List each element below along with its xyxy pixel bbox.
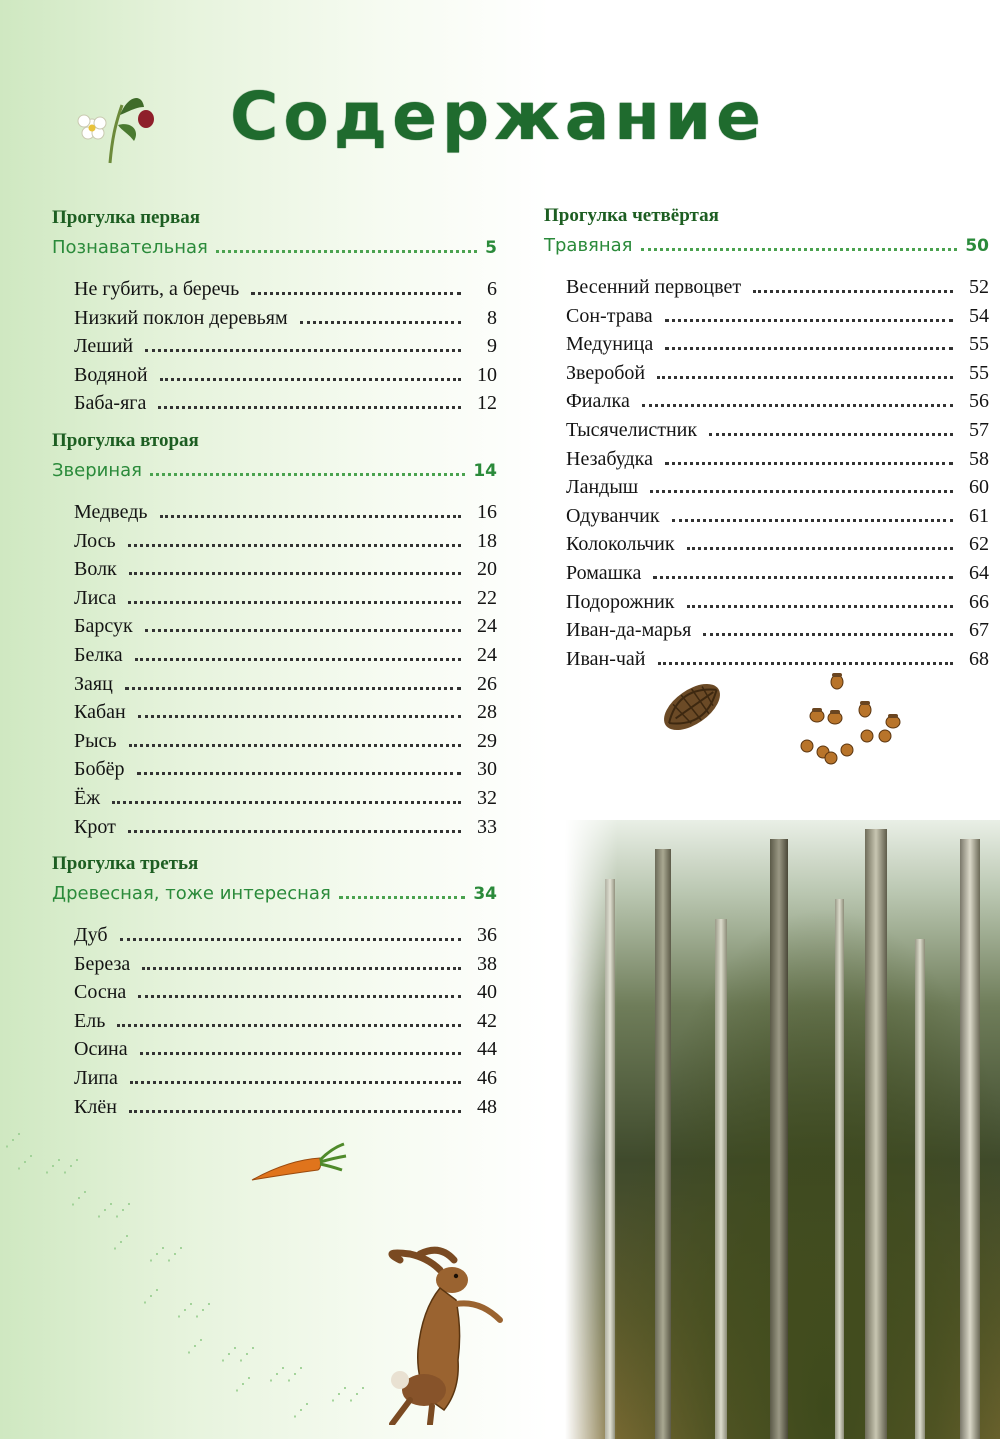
- entry-label: Дуб: [74, 924, 108, 947]
- entry-label: Барсук: [74, 615, 133, 638]
- toc-entry[interactable]: [544, 616, 989, 645]
- dot-leader: [251, 291, 461, 295]
- toc-entry[interactable]: [52, 1093, 497, 1122]
- dot-leader: [709, 432, 953, 436]
- toc-entry[interactable]: [52, 950, 497, 979]
- entry-page: 6: [487, 278, 497, 300]
- entry-label: Волк: [74, 558, 117, 581]
- entry-page: 32: [477, 786, 497, 809]
- toc-entry[interactable]: [52, 978, 497, 1007]
- dot-leader: [753, 289, 953, 293]
- toc-entry[interactable]: [544, 530, 989, 559]
- entry-label: Сосна: [74, 981, 127, 1004]
- toc-entry[interactable]: [52, 813, 497, 842]
- toc-entry[interactable]: [52, 698, 497, 727]
- entry-label: Медуница: [566, 333, 654, 356]
- chapter-row[interactable]: [52, 231, 497, 265]
- entry-label: Рысь: [74, 729, 117, 752]
- forest-painting: [565, 820, 1000, 1439]
- dot-leader: [150, 472, 465, 476]
- dot-leader: [216, 249, 477, 253]
- hare-illustration: [370, 1240, 510, 1425]
- dot-leader: [112, 800, 461, 804]
- entry-label: Лиса: [74, 586, 117, 609]
- entry-page: 44: [477, 1038, 497, 1061]
- chapter-row[interactable]: [544, 229, 989, 263]
- entry-page: 62: [969, 533, 989, 556]
- entry-label: Ёж: [74, 786, 101, 809]
- entry-label: Леший: [74, 335, 134, 358]
- toc-entry[interactable]: [544, 645, 989, 674]
- entry-page: 54: [969, 304, 989, 327]
- toc-entry[interactable]: [52, 332, 497, 361]
- dot-leader: [125, 686, 461, 690]
- chapter-title: Древесная, тоже интересная: [52, 883, 331, 905]
- entry-page: 16: [477, 500, 497, 523]
- chapter-page: 5: [485, 238, 497, 258]
- entry-page: 22: [477, 586, 497, 609]
- dot-leader: [641, 247, 958, 251]
- dot-leader: [658, 661, 953, 665]
- dot-leader: [672, 518, 953, 522]
- entry-page: 24: [477, 615, 497, 638]
- dot-leader: [138, 714, 461, 718]
- toc-entry[interactable]: [52, 727, 497, 756]
- chapter-row[interactable]: [52, 454, 497, 488]
- toc-right-column: [544, 203, 989, 673]
- dot-leader: [135, 657, 461, 661]
- dot-leader: [128, 829, 461, 833]
- entry-label: Ландыш: [566, 476, 639, 499]
- entry-label: Фиалка: [566, 390, 630, 413]
- entry-page: 40: [477, 981, 497, 1004]
- toc-entry[interactable]: [544, 330, 989, 359]
- dot-leader: [142, 966, 461, 970]
- entry-page: 30: [477, 758, 497, 781]
- entry-label: Клён: [74, 1095, 117, 1118]
- toc-entry[interactable]: [544, 588, 989, 617]
- dot-leader: [653, 575, 953, 579]
- entry-page: 8: [487, 306, 497, 329]
- entry-label: Ель: [74, 1009, 106, 1032]
- entry-label: Зверобой: [566, 361, 646, 384]
- entry-page: 61: [969, 504, 989, 527]
- entry-label: Белка: [74, 643, 123, 666]
- entry-page: 56: [969, 390, 989, 413]
- entry-page: 46: [477, 1067, 497, 1090]
- entry-page: 48: [477, 1095, 497, 1118]
- toc-entry[interactable]: [544, 502, 989, 531]
- pine-cone-icon: [652, 672, 732, 742]
- dot-leader: [117, 1023, 461, 1027]
- entry-label: Береза: [74, 952, 131, 975]
- entry-label: Медведь: [74, 500, 148, 523]
- chapter-row[interactable]: [52, 877, 497, 911]
- toc-entry[interactable]: [52, 584, 497, 613]
- toc-entry[interactable]: [52, 755, 497, 784]
- entry-label: Низкий поклон деревьям: [74, 306, 288, 329]
- dot-leader: [687, 604, 954, 608]
- toc-entry[interactable]: [52, 921, 497, 950]
- toc-entry[interactable]: [52, 612, 497, 641]
- entry-page: 9: [487, 335, 497, 358]
- carrot-icon: [248, 1140, 348, 1185]
- entry-page: 58: [969, 447, 989, 470]
- dot-leader: [120, 937, 461, 941]
- entry-page: 12: [477, 392, 497, 415]
- entry-label: Бобёр: [74, 758, 125, 781]
- chapter-title: Звериная: [52, 459, 142, 481]
- dot-leader: [300, 320, 461, 324]
- entry-label: Лось: [74, 529, 116, 552]
- entry-label: Весенний первоцвет: [566, 276, 742, 298]
- entry-page: 57: [969, 418, 989, 441]
- page-title: Содержание: [230, 78, 766, 155]
- toc-entry[interactable]: [52, 361, 497, 390]
- entry-label: Незабудка: [566, 447, 653, 470]
- toc-entry[interactable]: [52, 555, 497, 584]
- dot-leader: [129, 1109, 461, 1113]
- entry-page: 64: [969, 561, 989, 584]
- dot-leader: [160, 377, 461, 381]
- toc-entry[interactable]: [52, 527, 497, 556]
- acorns-icon: [795, 670, 915, 770]
- toc-entry[interactable]: [52, 498, 497, 527]
- entry-page: 33: [477, 815, 497, 838]
- dot-leader: [160, 514, 461, 518]
- entry-label: Крот: [74, 815, 116, 838]
- section-heading: Прогулка третья: [52, 853, 199, 875]
- entry-page: 66: [969, 590, 989, 613]
- dot-leader: [687, 546, 953, 550]
- entry-label: Водяной: [74, 363, 148, 386]
- entry-page: 60: [969, 476, 989, 499]
- entry-label: Баба-яга: [74, 392, 147, 415]
- dot-leader: [665, 318, 953, 322]
- dot-leader: [703, 632, 953, 636]
- toc-entry[interactable]: [544, 416, 989, 445]
- entry-page: 67: [969, 619, 989, 642]
- toc-entry[interactable]: [544, 473, 989, 502]
- dot-leader: [145, 628, 461, 632]
- section-heading: Прогулка четвёртая: [544, 205, 719, 226]
- entry-page: 68: [969, 647, 989, 670]
- dot-leader: [642, 403, 953, 407]
- dot-leader: [140, 1051, 461, 1055]
- entry-label: Одуванчик: [566, 504, 660, 527]
- entry-page: 38: [477, 952, 497, 975]
- entry-label: Колокольчик: [566, 533, 675, 556]
- chapter-page: 50: [965, 236, 989, 256]
- dot-leader: [130, 1080, 461, 1084]
- entry-page: 18: [477, 529, 497, 552]
- toc-entry[interactable]: [52, 641, 497, 670]
- toc-entry[interactable]: [544, 273, 989, 302]
- dot-leader: [339, 895, 466, 899]
- entry-page: 24: [477, 643, 497, 666]
- dot-leader: [665, 346, 953, 350]
- entry-page: 52: [969, 276, 989, 298]
- dot-leader: [657, 375, 953, 379]
- toc-entry[interactable]: [52, 784, 497, 813]
- section-heading: Прогулка первая: [52, 207, 201, 228]
- dot-leader: [158, 405, 461, 409]
- dot-leader: [129, 743, 461, 747]
- toc-entry[interactable]: [544, 387, 989, 416]
- entry-label: Ромашка: [566, 561, 642, 584]
- strawberry-sprig-icon: [70, 85, 160, 165]
- entry-page: 55: [969, 333, 989, 356]
- entry-page: 20: [477, 558, 497, 581]
- entry-page: 28: [477, 701, 497, 724]
- toc-entry[interactable]: [52, 275, 497, 304]
- dot-leader: [138, 994, 461, 998]
- entry-label: Сон-трава: [566, 304, 653, 327]
- section-heading: Прогулка вторая: [52, 429, 199, 451]
- entry-label: Заяц: [74, 672, 113, 695]
- dot-leader: [129, 571, 461, 575]
- entry-page: 55: [969, 361, 989, 384]
- toc-entry[interactable]: [52, 1035, 497, 1064]
- toc-left-column: [52, 205, 497, 1121]
- entry-page: 36: [477, 924, 497, 947]
- dot-leader: [128, 543, 461, 547]
- chapter-page: 14: [473, 460, 497, 481]
- entry-label: Осина: [74, 1038, 128, 1061]
- chapter-title: Травяная: [544, 235, 633, 256]
- toc-entry[interactable]: [52, 670, 497, 699]
- chapter-title: Познавательная: [52, 237, 208, 258]
- toc-entry[interactable]: [544, 359, 989, 388]
- chapter-page: 34: [473, 884, 497, 905]
- toc-entry[interactable]: [52, 1007, 497, 1036]
- entry-page: 42: [477, 1009, 497, 1032]
- entry-label: Иван-да-марья: [566, 619, 692, 642]
- entry-page: 29: [477, 729, 497, 752]
- dot-leader: [145, 348, 461, 352]
- dot-leader: [665, 461, 953, 465]
- entry-label: Тысячелистник: [566, 418, 698, 441]
- entry-page: 10: [477, 363, 497, 386]
- toc-entry[interactable]: [52, 1064, 497, 1093]
- dot-leader: [128, 600, 461, 604]
- entry-page: 26: [477, 672, 497, 695]
- entry-label: Подорожник: [566, 590, 675, 613]
- toc-entry[interactable]: [52, 389, 497, 418]
- entry-label: Кабан: [74, 701, 126, 724]
- entry-label: Липа: [74, 1067, 118, 1090]
- entry-label: Иван-чай: [566, 647, 646, 670]
- dot-leader: [137, 771, 461, 775]
- toc-entry[interactable]: [544, 559, 989, 588]
- toc-entry[interactable]: [52, 304, 497, 333]
- dot-leader: [650, 489, 953, 493]
- toc-entry[interactable]: [544, 445, 989, 474]
- entry-label: Не губить, а беречь: [74, 278, 240, 300]
- toc-entry[interactable]: [544, 302, 989, 331]
